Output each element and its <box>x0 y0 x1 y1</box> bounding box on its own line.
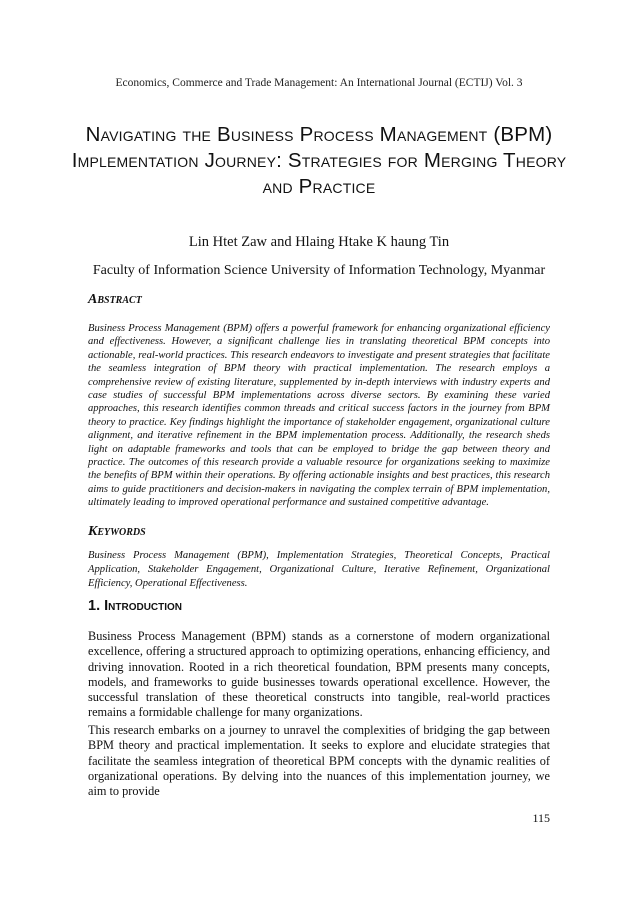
page-number: 115 <box>532 811 550 825</box>
authors: Lin Htet Zaw and Hlaing Htake K haung Tin <box>188 234 450 250</box>
paper-title: Navigating the Business Process Management (BPM) Implementation Journey: Strategies for Merging Theory and Practice <box>71 123 567 198</box>
introduction-heading: 1. Introduction <box>88 598 183 614</box>
abstract-heading: Abstract <box>88 292 142 307</box>
abstract-text: Business Process Management (BPM) offers a powerful framework for enhancing organizational efficiency and effectiveness. However, a significant challenge lies in translating theoretical BPM concepts into actionable, real-world practices. This research endeavors to investigate and present strategies that facilitate the seamless integration of BPM theory with practical implementation. The research employs a comprehensive review of existing literature, supplemented by in-depth interviews with industry experts and case studies of successful BPM implementations across diverse sectors. By examining these varied approaches, this research identifies common threads and critical success factors in the journey from BPM theory to practice. Key findings highlight the importance of stakeholder engagement, organizational culture alignment, and iterative refinement in the BPM implementation process. Additionally, the research sheds light on adaptable frameworks and tools that can be employed to bridge the gap between theory and practice. The outcomes of this research provide a valuable resource for organizations seeking to maximize the benefits of BPM within their operations. By offering actionable insights and best practices, this research aims to guide practitioners and decision-makers in navigating the complex terrain of BPM implementation, ultimately leading to improved operational performance and sustained competitive advantage. <box>88 323 550 509</box>
keywords-heading: Keywords <box>88 524 146 539</box>
running-head: Economics, Commerce and Trade Management: An International Journal (ECTIJ) Vol. 3 <box>115 77 523 89</box>
introduction-paragraph: This research embarks on a journey to unravel the complexities of bridging the gap between BPM theory and practical implementation. It seeks to explore and elucidate strategies that facilitate the seamless integration of theoretical BPM concepts with the dynamic realities of organizational operations. By delving into the nuances of this implementation journey, we aim to provide <box>88 723 550 799</box>
keywords-text: Business Process Management (BPM), Implementation Strategies, Theoretical Concepts, Practical Application, Stakeholder Engagement, Organizational Culture, Iterative Refinement, Organizational Efficiency, Operational Effectiveness. <box>88 550 550 589</box>
affiliation: Faculty of Information Science University of Information Technology, Myanmar <box>92 263 546 278</box>
introduction-paragraph: Business Process Management (BPM) stands as a cornerstone of modern organizational excellence, offering a structured approach to optimizing operations, enhancing efficiency, and driving innovation. Rooted in a rich theoretical foundation, BPM presents many concepts, models, and frameworks to guide businesses towards operational excellence. However, the successful translation of these theoretical constructs into tangible, real-world practices remains a formidable challenge for many organizations. <box>88 629 550 720</box>
